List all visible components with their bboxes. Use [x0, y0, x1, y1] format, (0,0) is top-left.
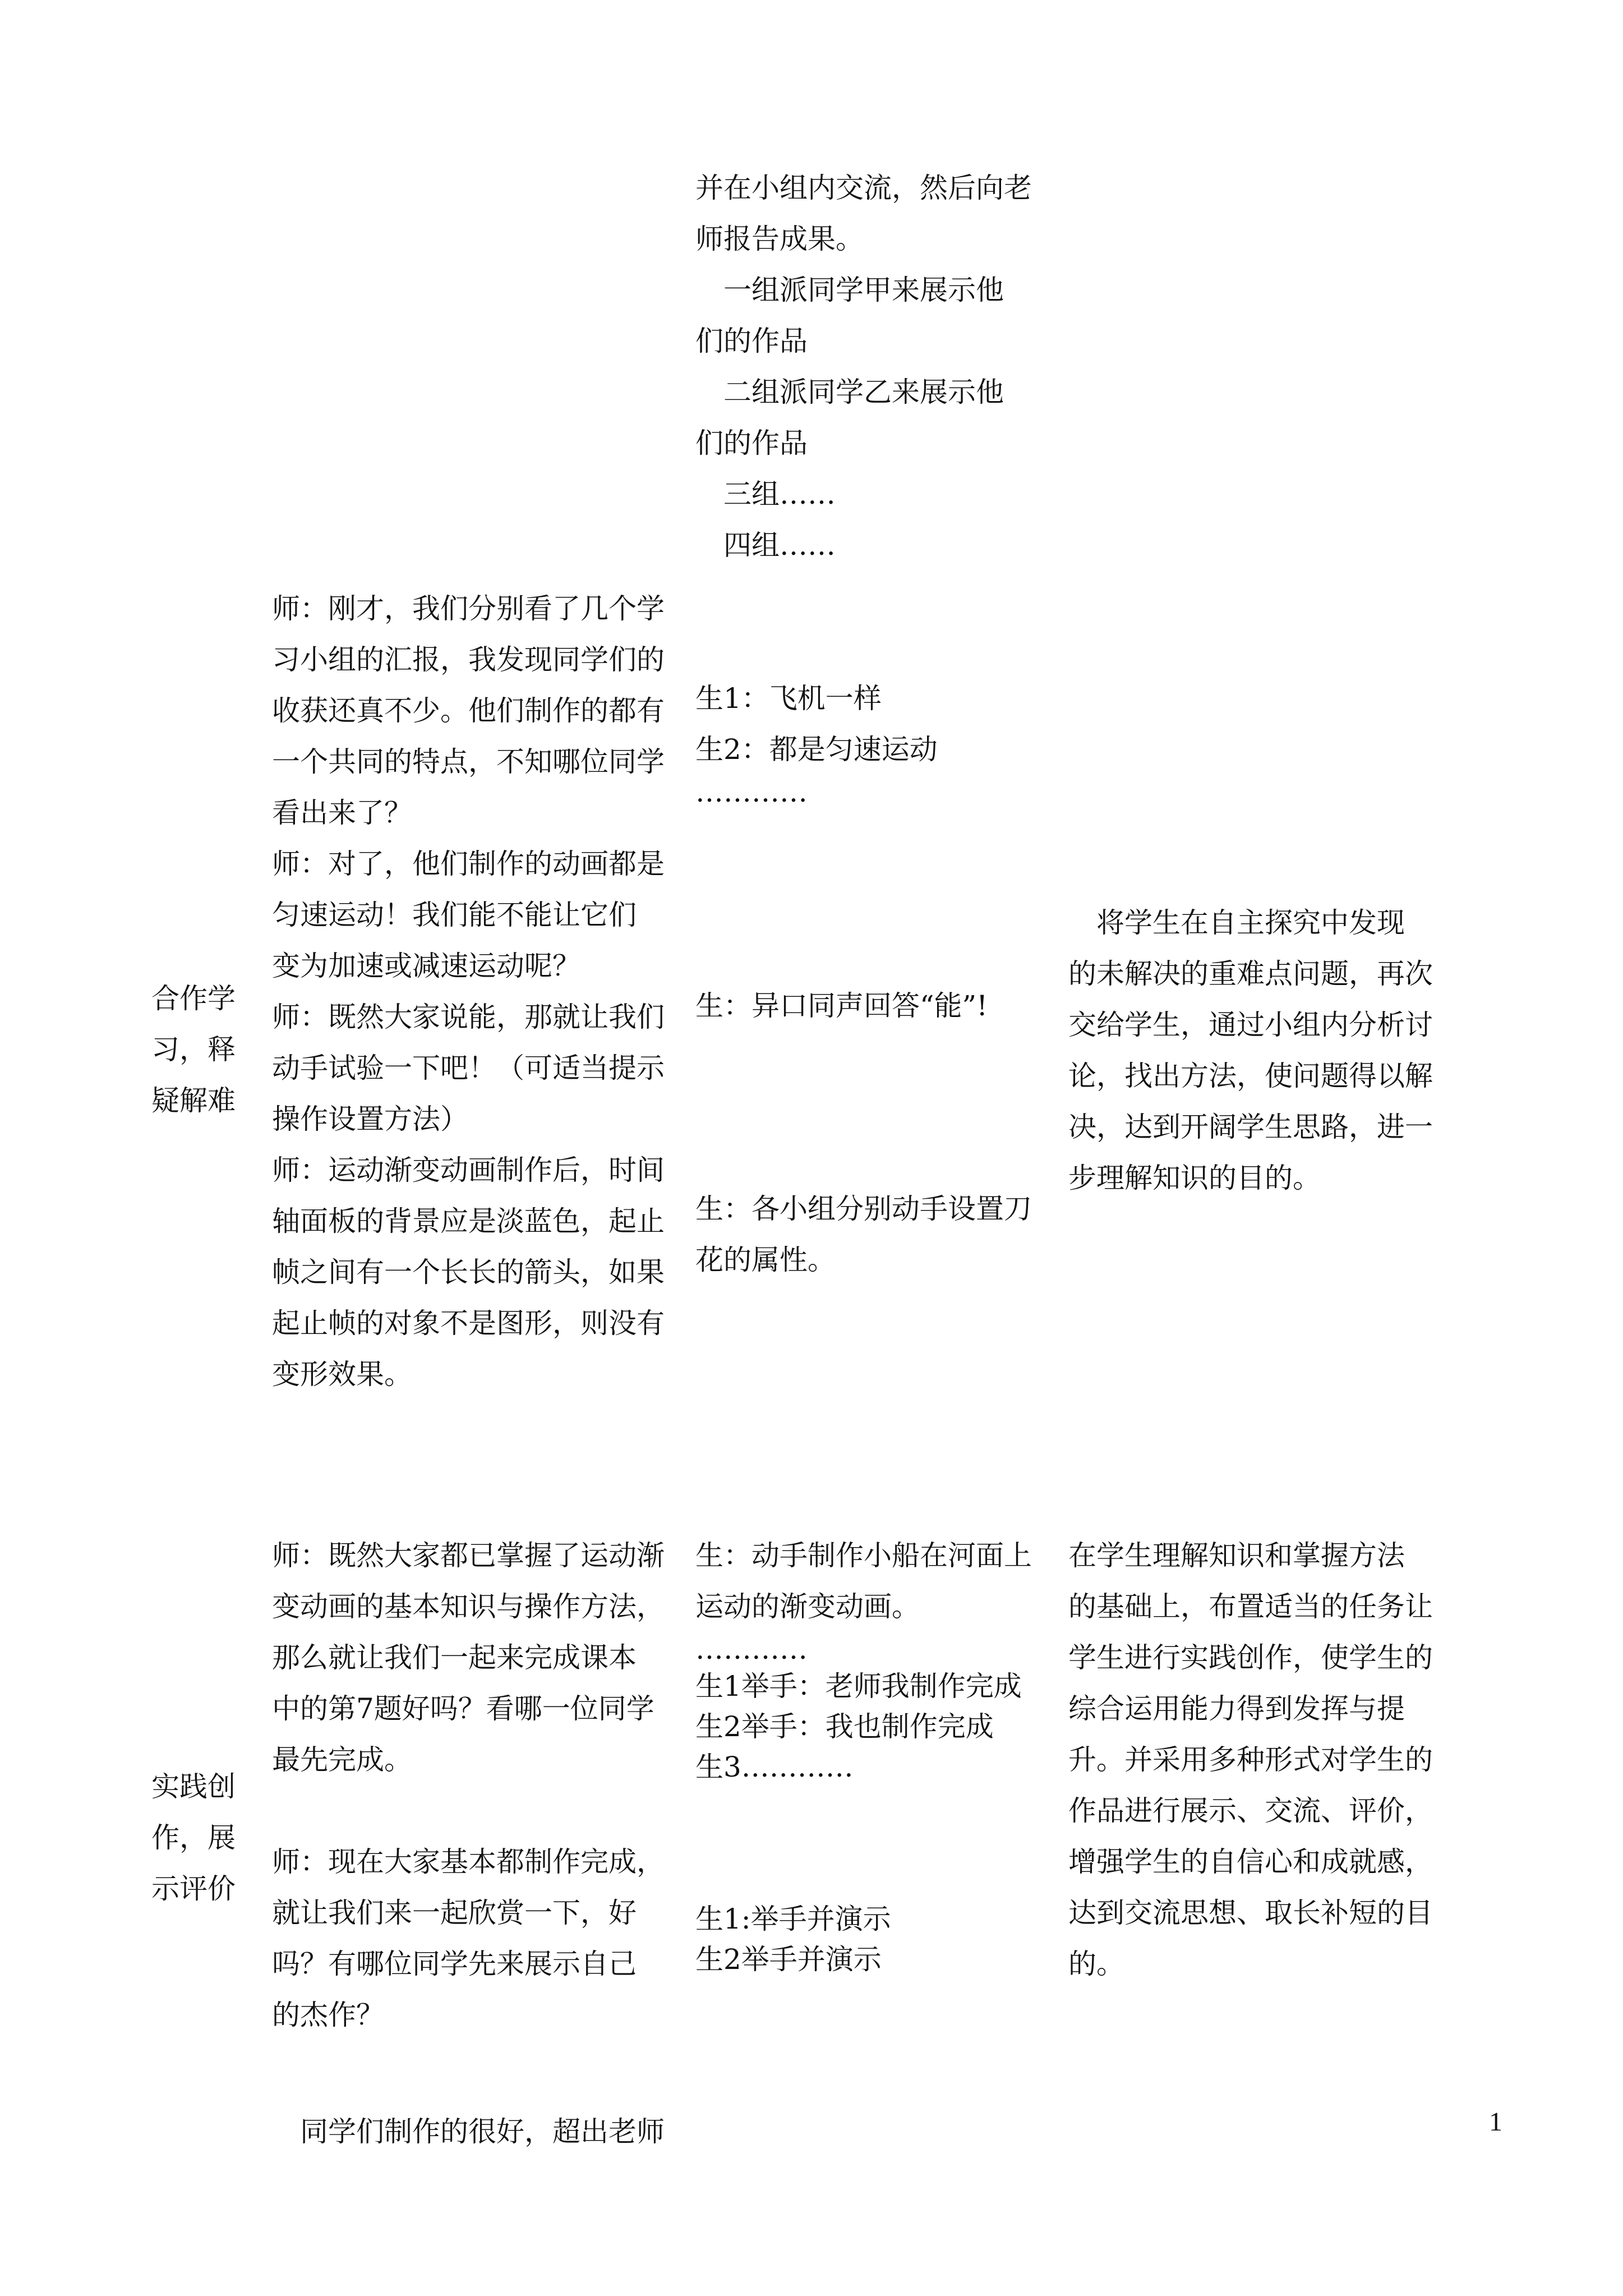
text-line: 运动的渐变动画。	[695, 1590, 920, 1623]
text-line: 变为加速或减速运动呢？	[272, 950, 580, 982]
text-line: 师：既然大家都已掌握了运动渐	[272, 1539, 665, 1572]
text-line: 生：异口同声回答“能”!	[695, 990, 988, 1022]
text-line: 最先完成。	[272, 1743, 412, 1776]
text-line: 将学生在自主探究中发现	[1096, 907, 1405, 939]
text-line: 同学们制作的很好，超出老师	[300, 2115, 665, 2148]
text-line: 动手试验一下吧！（可适当提示	[272, 1052, 665, 1084]
student-column-practice-2	[695, 1899, 891, 1980]
text-line: 的基础上，布置适当的任务让	[1068, 1590, 1433, 1623]
paragraph-gap	[272, 1786, 665, 1837]
intent-column-practice	[1068, 1530, 1433, 1990]
text-line: 并在小组内交流，然后向老	[695, 172, 1032, 204]
text-line: 的未解决的重难点问题，再次	[1068, 958, 1433, 990]
text-line: 师：既然大家说能，那就让我们	[272, 1001, 665, 1033]
text-line: 们的作品	[695, 427, 808, 459]
text-line: 生2：都是匀速运动	[695, 733, 938, 766]
text-line: 师：刚才，我们分别看了几个学	[272, 592, 665, 625]
text-line: 生3…………	[695, 1751, 854, 1783]
text-line: 变动画的基本知识与操作方法，	[272, 1590, 665, 1623]
text-line: 吗？有哪位同学先来展示自己	[272, 1948, 637, 1980]
text-line: 决，达到开阔学生思路，进一	[1068, 1111, 1433, 1143]
text-line: 作，展	[151, 1821, 236, 1854]
page-number: 1	[1489, 2107, 1502, 2137]
text-line: 学生进行实践创作，使学生的	[1068, 1641, 1433, 1674]
text-line: 四组……	[723, 529, 836, 562]
teacher-column-practice	[272, 1530, 665, 2041]
text-line: …………	[695, 1633, 808, 1665]
text-line: 生：各小组分别动手设置刀	[695, 1193, 1032, 1225]
teacher-column-cooperate	[272, 583, 665, 1400]
text-line: 生2举手并演示	[695, 1943, 882, 1976]
intent-column-cooperate	[1068, 898, 1433, 1204]
text-line: 三组……	[723, 478, 836, 510]
text-line: 步理解知识的目的。	[1068, 1162, 1321, 1194]
text-line: 一组派同学甲来展示他	[723, 274, 1004, 306]
student-column-cooperate-2	[695, 981, 988, 1032]
text-line: 习，释	[151, 1033, 236, 1066]
text-line: 的。	[1068, 1948, 1124, 1980]
text-line: 帧之间有一个长长的箭头，如果	[272, 1256, 665, 1289]
text-line: 一个共同的特点，不知哪位同学	[272, 746, 665, 778]
text-line: 升。并采用多种形式对学生的	[1068, 1743, 1433, 1776]
text-line: 示评价	[151, 1872, 236, 1905]
stage-label-practice	[151, 1761, 236, 1915]
text-line: 达到交流思想、取长补短的目	[1068, 1897, 1433, 1929]
text-line: 师报告成果。	[695, 223, 864, 255]
text-line: 操作设置方法）	[272, 1103, 468, 1135]
text-line: 师：现在大家基本都制作完成，	[272, 1846, 665, 1878]
text-line: 师：对了，他们制作的动画都是	[272, 848, 665, 880]
text-line: 变形效果。	[272, 1358, 412, 1391]
text-line: 们的作品	[695, 325, 808, 357]
text-line: 收获还真不少。他们制作的都有	[272, 694, 665, 727]
text-line: 生1:举手并演示	[695, 1903, 891, 1935]
text-line: 交给学生，通过小组内分析讨	[1068, 1009, 1433, 1041]
text-line: 就让我们来一起欣赏一下，好	[272, 1897, 637, 1929]
text-line: 实践创	[151, 1770, 236, 1803]
text-line: 起止帧的对象不是图形，则没有	[272, 1307, 665, 1340]
text-line: 轴面板的背景应是淡蓝色，起止	[272, 1205, 665, 1237]
text-line: 看出来了？	[272, 797, 412, 829]
text-line: 师：运动渐变动画制作后，时间	[272, 1154, 665, 1186]
top-student-column	[695, 163, 1032, 571]
text-line: 生1举手：老师我制作完成	[695, 1670, 1022, 1703]
text-line: 疑解难	[151, 1084, 236, 1117]
student-column-practice-1	[695, 1530, 1032, 1787]
student-column-cooperate-3	[695, 1184, 1032, 1286]
text-line: 的杰作？	[272, 1999, 384, 2031]
text-line: 综合运用能力得到发挥与提	[1068, 1692, 1405, 1725]
text-line: 生：动手制作小船在河面上	[695, 1539, 1032, 1572]
text-line: 增强学生的自信心和成就感，	[1068, 1846, 1433, 1878]
text-line: 生2举手：我也制作完成	[695, 1710, 994, 1743]
text-line: 习小组的汇报，我发现同学们的	[272, 643, 665, 676]
student-column-cooperate-1	[695, 673, 938, 809]
text-line: 生1：飞机一样	[695, 682, 882, 715]
closing-teacher-line	[300, 2106, 665, 2157]
text-line: 那么就让我们一起来完成课本	[272, 1641, 637, 1674]
text-line: 论，找出方法，使问题得以解	[1068, 1060, 1433, 1092]
text-line: 匀速运动！我们能不能让它们	[272, 899, 637, 931]
text-line: 作品进行展示、交流、评价，	[1068, 1795, 1433, 1827]
text-line: 在学生理解知识和掌握方法	[1068, 1539, 1405, 1572]
stage-label-cooperate	[151, 973, 236, 1126]
text-line: 二组派同学乙来展示他	[723, 376, 1004, 408]
text-line: 合作学	[151, 982, 236, 1015]
text-line: …………	[695, 776, 808, 808]
text-line: 花的属性。	[695, 1244, 836, 1276]
text-line: 中的第7题好吗？看哪一位同学	[272, 1692, 654, 1725]
